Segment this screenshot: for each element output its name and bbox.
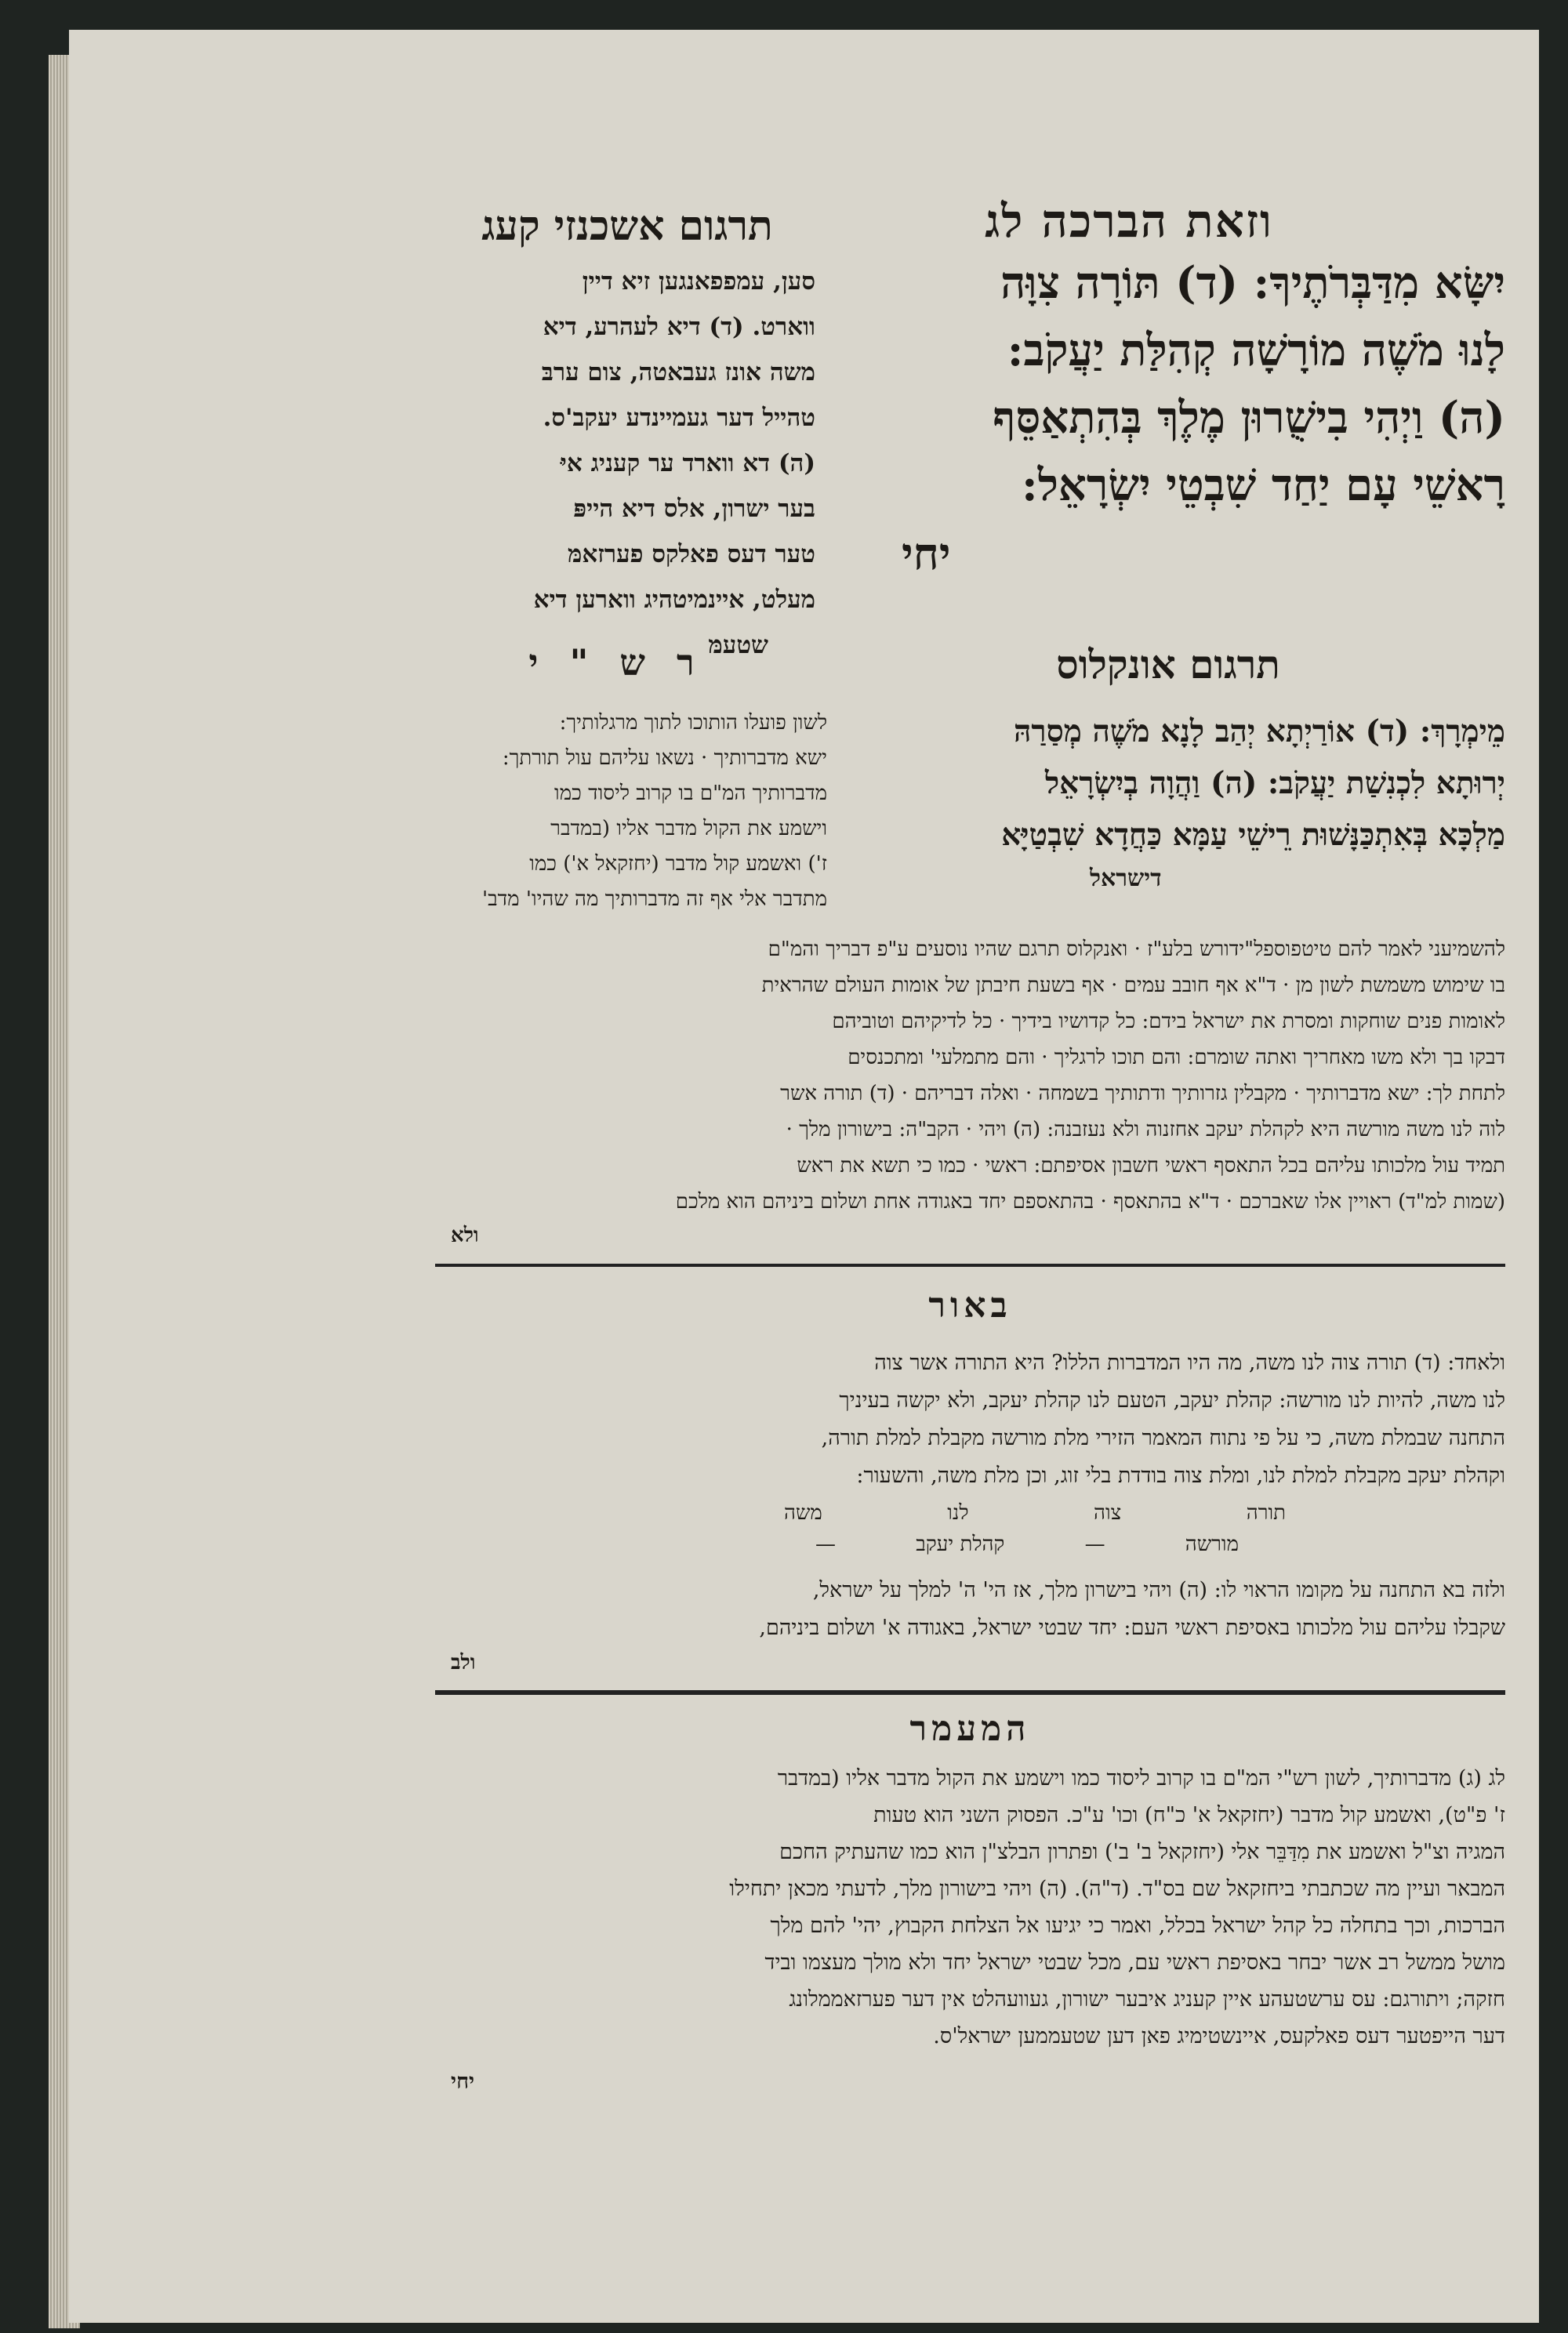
onkelos-catchword: דישראל (1090, 865, 1162, 892)
verse-text (839, 249, 1505, 590)
commentary-catchword: ולא (451, 1224, 479, 1247)
biur-title: באור (928, 1286, 1012, 1326)
yiddish-line: ווארט. (ד) דיא לעהרע, דיא (543, 313, 815, 341)
yiddish-line: שטעמּ (708, 631, 768, 659)
commentary-line: להשמיעני לאמר להם טיטפוספל"ידורש בלע"ז · ואנקלוס תרגם שהיו נוסעים ע"פ דבריך והמ"ם (768, 938, 1505, 961)
yiddish-line: סען, עמפפאנגען זיא דיין (582, 267, 815, 296)
hameamer-line: לג (ג) מדברותיך, לשון רש"י המ"ם בו קרוב ליסוד כמו וישמע את הקול מדבר אליו (במדבר (777, 1766, 1505, 1791)
rashi-line: וישמע את הקול מדבר אליו (במדבר (550, 817, 827, 840)
biur-line: התחנה שבמלת משה, כי על פי נתוח המאמר הזירי מלת מורשה מקבלת למלת תורה, (821, 1426, 1505, 1450)
rashi-continuation (435, 931, 1505, 1251)
commentary-line: לאומות פנים שוחקות ומסרת את ישראל בידם: כל קדושיו בידיך · כל לדיקיהם וטוביהם (832, 1010, 1505, 1033)
biur-line: ולאחד: (ד) תורה צוה לנו משה, מה היו המדברות הללו? היא התורה אשר צוה (874, 1351, 1505, 1375)
biur-table-cell: משה (784, 1501, 822, 1525)
biur-line: שקבלו עליהם עול מלכותו באסיפת ראשי העם: יחד שבטי ישראל, באגודה א' ושלום ביניהם, (759, 1616, 1505, 1640)
hameamer-line: המגיה וצ"ל ואשמע את מִדַּבֵּר אלי (יחזקאל ב' ב') ופתרון הבלצ"ן הוא כמו שהעתיק החכם (779, 1840, 1505, 1864)
rashi-line: מתדבר אלי אף זה מדברותיך מה שהיו' מדב' (481, 887, 827, 911)
verse-line: יִשָּׂא מִדַּבְּרֹתֶיךָ: (ד) תּוֹרָה צִוָּה (1000, 257, 1505, 309)
verse-line: רָאשֵׁי עָם יַחַד שִׁבְטֵי יִשְׂרָאֵל: (1022, 459, 1505, 511)
main-title: וזאת הברכה לג (985, 194, 1273, 248)
yiddish-translation (423, 259, 815, 668)
biur-table (784, 1501, 1286, 1564)
yiddish-line: מעלט, איינמיטהיג ווארען דיא (533, 586, 815, 614)
rashi-line: ז') ואשמע קול מדבר (יחזקאל א') כמו (529, 852, 827, 876)
hameamer-line: הברכות, וכך בתחלה כל קהל ישראל בכלל, ואמר כי יגיעו אל הצלחת הקבוץ, יהי' להם מלך (770, 1914, 1505, 1938)
biur-line: וקהלת יעקב מקבלת למלת לנו, ומלת צוה בודדת בלי זוג, וכן מלת משה, והשעור: (856, 1464, 1505, 1488)
hameamer-line: המבאר ועיין מה שכתבתי ביחזקאל שם בס"ד. (ד"ה). (ה) ויהי בישורון מלך, לדעתי מכאן יתחילו (729, 1877, 1505, 1901)
divider-rule (435, 1264, 1505, 1267)
biur-table-cell: תורה (1246, 1501, 1286, 1525)
onkelos-line: יְרוּתָא לִכְנִשַׁת יַעֲקֹב: (ה) וַהֲוָה בְיִשְׂרָאֵל (1044, 765, 1505, 801)
verse-catchword: יחי (902, 528, 951, 580)
biur-table-cell: צוה (1094, 1501, 1122, 1525)
rashi-line: מדברותיך המ"ם בו קרוב ליסוד כמו (554, 782, 827, 805)
rashi-title: רש"י (528, 641, 726, 684)
biur-catchword: ולב (451, 1651, 476, 1674)
commentary-line: דבקו בך ולא משו מאחריך ואתה שומרם: והם תוכו לרגליך · והם מתמלעי' ומתכנסים (848, 1046, 1505, 1069)
biur-text-continued (435, 1572, 1505, 1678)
commentary-line: (שמות למ"ד) ראויין אלו שאברכם · ד"א בהתאסף · בהתאספם יחד באגודה אחת ושלום ביניהם הוא מלכם (675, 1190, 1505, 1214)
commentary-line: בו שימוש משמשת לשון מן · ד"א אף חובב עמים · אף בשעת חיבתן של אומות העולם שהראית (761, 974, 1505, 997)
hameamer-title: המעמר (909, 1709, 1031, 1749)
rashi-line: ישא מדברותיך · נשאו עליהם עול תורתך: (502, 746, 827, 770)
onkelos-line: מֵימְרָךְ: (ד) אוֹרַיְתָא יְהַב לָנָא מֹשֶׁה מְסַרַהּ (1013, 713, 1505, 749)
biur-table-cell: לנו (947, 1501, 969, 1525)
divider-rule (435, 1690, 1505, 1695)
hameamer-line: ז' פ"ט), ואשמע קול מדבר (יחזקאל א' כ"ח) וכו' ע"כ. הפסוק השני הוא טעות (873, 1803, 1505, 1827)
yiddish-line: (ה) דא ווארד ער קעניג איּ (560, 449, 815, 477)
rashi-line: לשון פועלו הותוכו לתוך מרגלותיך: (559, 711, 827, 735)
biur-table-cell: — (1084, 1533, 1105, 1556)
yiddish-line: בער ישרון, אלס דיא הייפּ (573, 495, 815, 523)
yiddish-line: טהייל דער געמיינדע יעקב'ס. (543, 404, 815, 432)
verse-line: (ה) וַיְהִי בִישֻׁרוּן מֶלֶךְ בְּהִתְאַסֵּף (993, 392, 1505, 444)
biur-line: ולזה בא התחנה על מקומו הראוי לו: (ה) ויהי בישרון מלך, אז הי' ה' למלך על ישראל, (812, 1578, 1505, 1602)
yiddish-line: משה אונז געבאטה, צום ערבּ (541, 358, 815, 386)
biur-table-cell: — (815, 1533, 836, 1556)
hameamer-text (435, 1760, 1505, 2110)
hameamer-line: מושל ממשל רב אשר יבחר באסיפת ראשי עם, מכל שבטי ישראל יחד ולא מולך מעצמו וביד (764, 1950, 1505, 1975)
biur-table-cell: קהלת יעקב (916, 1533, 1005, 1556)
hameamer-line: דער הייפטער דעס פאלקעס, איינשטימיג פאן דען שטעממען ישראל'ס. (933, 2024, 1505, 2048)
yiddish-line: טער דעס פאלקס פערזאמּ (567, 540, 815, 568)
onkelos-title: תרגום אונקלוס (1056, 641, 1280, 688)
hameamer-catchword: יחי (451, 2070, 475, 2094)
commentary-line: לוה לנו משה מורשה היא לקהלת יעקב אחזנוה ולא נעזבנה: (ה) ויהי · הקב"ה: בישורון מלך · (786, 1118, 1505, 1141)
rashi-text (435, 706, 827, 917)
commentary-line: לתחת לך: ישא מדברותיך · מקבלין גזרותיך ודתותיך בשמחה · ואלה דבריהם · (ד) תורה אשר (780, 1082, 1505, 1105)
onkelos-line: מַלְכָּא בְּאִתְכַּנָּשׁוּת רֵישֵׁי עַמָּא כַּחֲדָא שִׁבְטַיָּא (1001, 817, 1505, 853)
biur-table-cell: מורשה (1185, 1533, 1239, 1556)
biur-line: לנו משה, להיות לנו מורשה: קהלת יעקב, הטעם לנו קהלת יעקב, ולא יקשה בעיניך (839, 1388, 1505, 1413)
hameamer-line: חזקה; ויתורגם: עס ערשטעהע איין קעניג איבער ישורון, געוועהלט אין דער פערזאממלונג (789, 1987, 1505, 2012)
onkelos-text (839, 706, 1505, 897)
side-title: תרגום אשכנזי קעג (481, 202, 773, 250)
commentary-line: תמיד עול מלכותו עליהם בכל התאסף ראשי חשבון אסיפתם: ראשי · כמו כי תשא את ראש (797, 1154, 1505, 1177)
biur-text (435, 1344, 1505, 1495)
verse-line: לָנוּ מֹשֶׁה מוֹרָשָׁה קְהִלַּת יַעֲקֹב: (1007, 325, 1505, 376)
